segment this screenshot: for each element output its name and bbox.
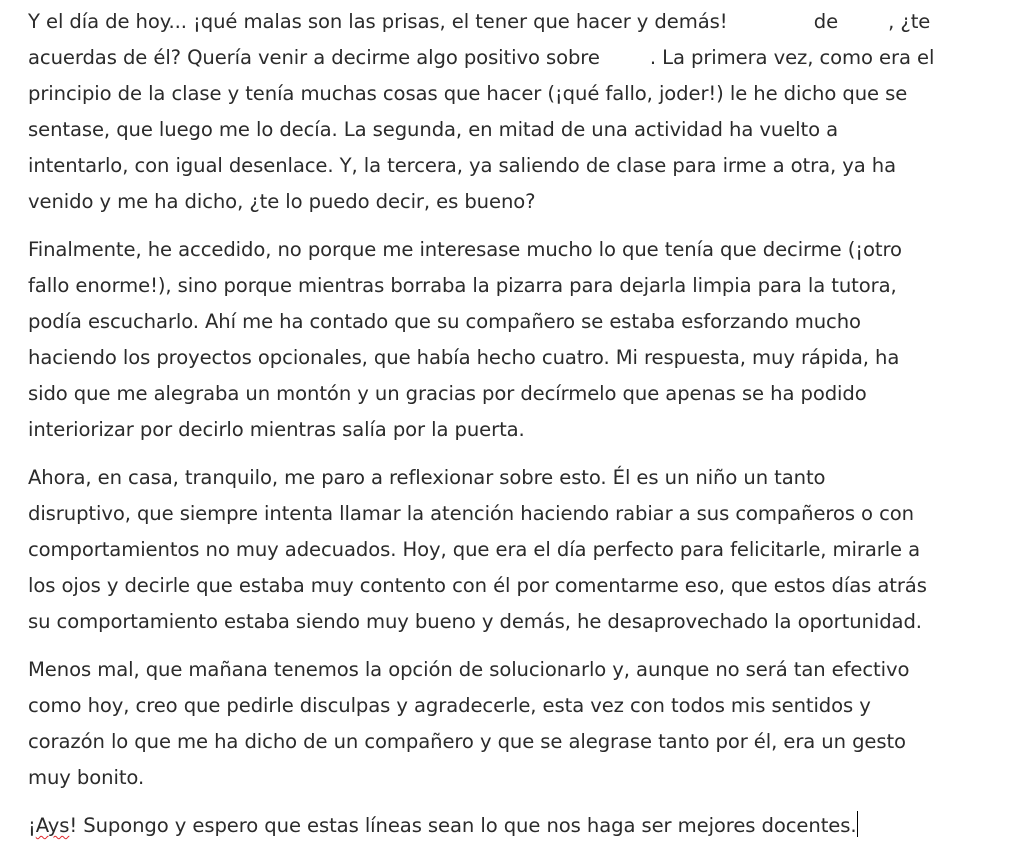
- paragraph-4[interactable]: [28, 652, 1008, 796]
- text-line: comportamientos no muy adecuados. Hoy, que era el día perfecto para felicitarle, mirarle a: [28, 538, 921, 561]
- text-line: podía escucharlo. Ahí me ha contado que su compañero se estaba esforzando mucho: [28, 310, 861, 333]
- text-line: Y el día de hoy... ¡qué malas son las prisas, el tener que hacer y demás! de , ¿te: [28, 10, 931, 33]
- text-line: como hoy, creo que pedirle disculpas y agradecerle, esta vez con todos mis sentidos y: [28, 694, 871, 717]
- paragraph-2[interactable]: [28, 232, 1008, 448]
- text-line: fallo enorme!), sino porque mientras borraba la pizarra para dejarla limpia para la tutora,: [28, 274, 897, 297]
- text-line: corazón lo que me ha dicho de un compañero y que se alegrase tanto por él, era un gesto: [28, 730, 906, 753]
- text-line: Finalmente, he accedido, no porque me interesase mucho lo que tenía que decirme (¡otro: [28, 238, 902, 261]
- text-line: muy bonito.: [28, 766, 145, 789]
- text-line: acuerdas de él? Quería venir a decirme algo positivo sobre . La primera vez, como era el: [28, 46, 935, 69]
- text-line: su comportamiento estaba siendo muy bueno y demás, he desaprovechado la oportunidad.: [28, 610, 922, 633]
- spellcheck-flagged-word[interactable]: Ays: [35, 814, 70, 837]
- redacted-name: [844, 12, 888, 34]
- redacted-name: [606, 48, 650, 70]
- paragraph-5[interactable]: [28, 808, 1008, 844]
- text-line: intentarlo, con igual desenlace. Y, la tercera, ya saliendo de clase para irme a otra, ya ha: [28, 154, 896, 177]
- paragraph-1[interactable]: [28, 4, 1008, 220]
- text-line: haciendo los proyectos opcionales, que había hecho cuatro. Mi respuesta, muy rápida, ha: [28, 346, 900, 369]
- redacted-name: [734, 12, 808, 34]
- text-cursor: [857, 811, 858, 837]
- text-line: Menos mal, que mañana tenemos la opción de solucionarlo y, aunque no será tan efectivo: [28, 658, 910, 681]
- text-line: principio de la clase y tenía muchas cosas que hacer (¡qué fallo, joder!) le he dicho que se: [28, 82, 908, 105]
- text-line: los ojos y decirle que estaba muy contento con él por comentarme eso, que estos días atrás: [28, 574, 927, 597]
- text-line: sido que me alegraba un montón y un gracias por decírmelo que apenas se ha podido: [28, 382, 867, 405]
- text-line: sentase, que luego me lo decía. La segunda, en mitad de una actividad ha vuelto a: [28, 118, 838, 141]
- text-line: interiorizar por decirlo mientras salía por la puerta.: [28, 418, 525, 441]
- paragraph-3[interactable]: [28, 460, 1008, 640]
- text-line: ¡Ays! Supongo y espero que estas líneas sean lo que nos haga ser mejores docentes.: [28, 808, 1008, 844]
- text-line: disruptivo, que siempre intenta llamar la atención haciendo rabiar a sus compañeros o con: [28, 502, 914, 525]
- text-line: venido y me ha dicho, ¿te lo puedo decir, es bueno?: [28, 190, 536, 213]
- text-line: Ahora, en casa, tranquilo, me paro a reflexionar sobre esto. Él es un niño un tanto: [28, 466, 826, 489]
- document-body[interactable]: [28, 4, 1008, 856]
